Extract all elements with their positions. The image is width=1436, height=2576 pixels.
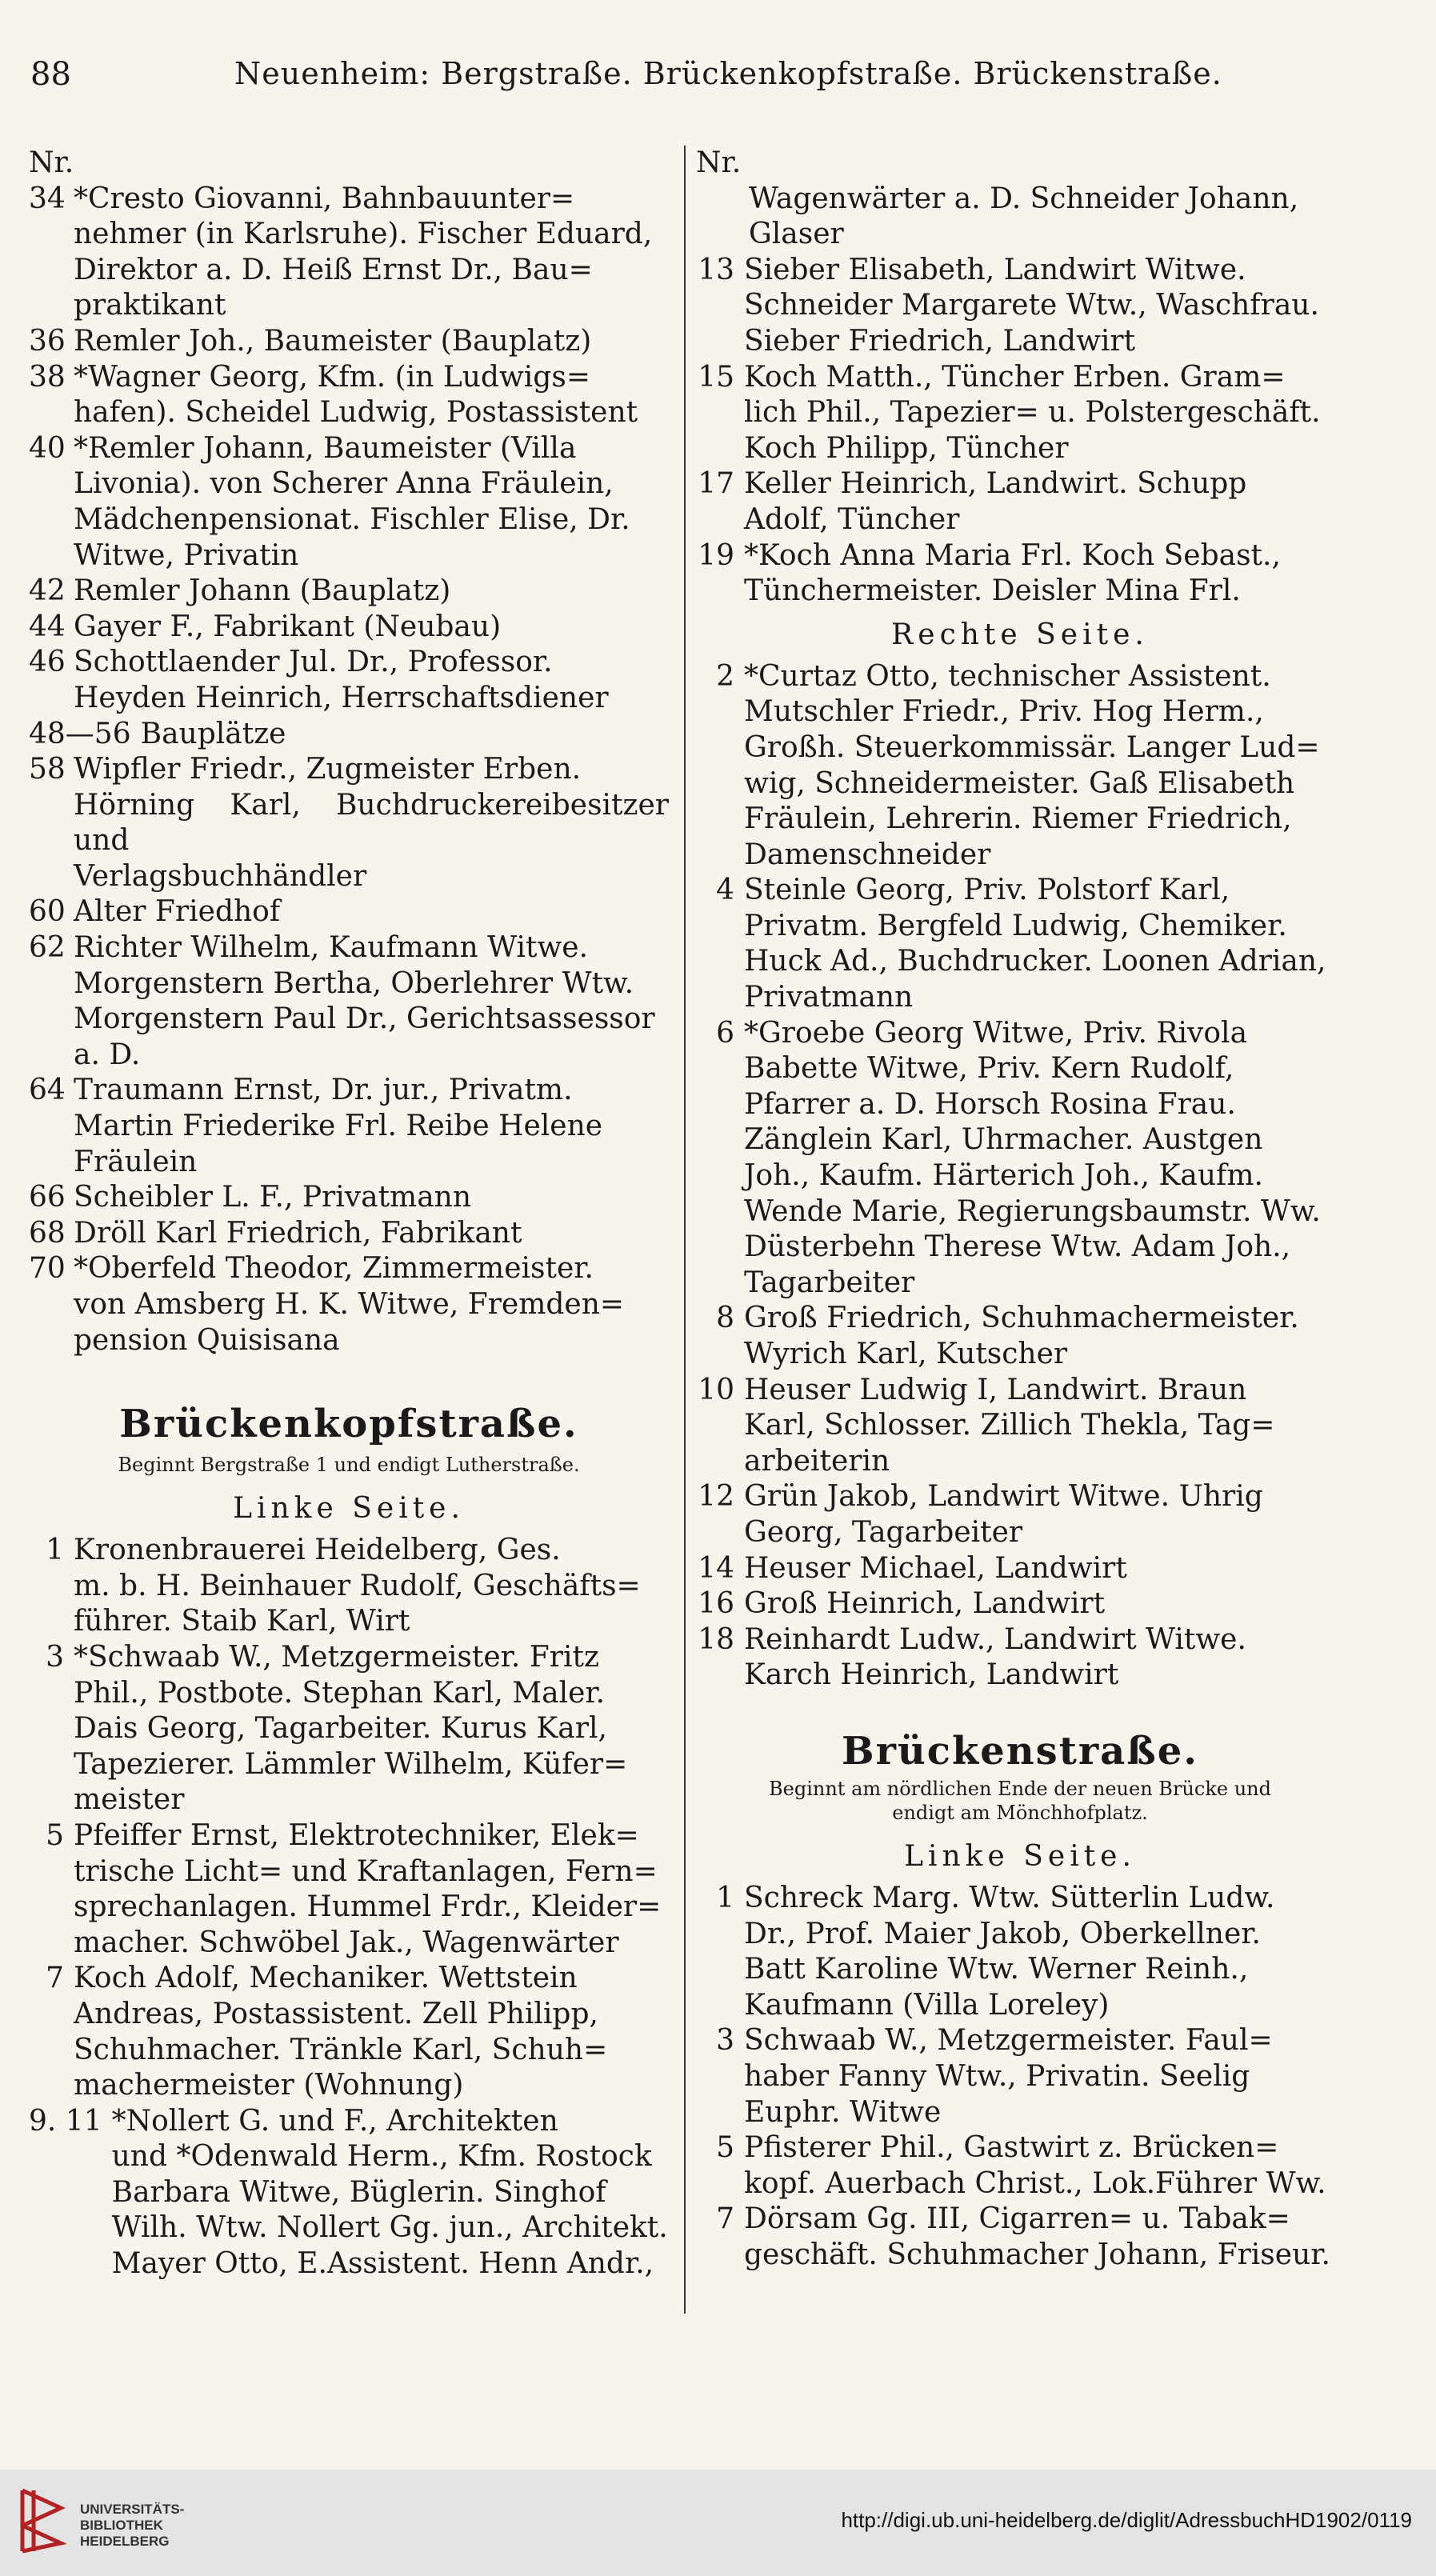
- resident-text: [64, 610, 669, 646]
- entry-line: Heyden Heinrich, Herrschaftsdiener: [74, 681, 609, 714]
- house-number: 46: [29, 646, 66, 679]
- address-entry: [29, 930, 669, 1073]
- resident-text: [734, 1373, 1344, 1480]
- nr-label: Nr.: [696, 146, 742, 179]
- entry-line: Sieber Elisabeth, Landwirt Witwe.: [744, 253, 1246, 286]
- entry-line: Traumann Ernst, Dr. jur., Privatm.: [74, 1074, 573, 1107]
- entry-line: Großh. Steuerkommissär. Langer Lud=: [744, 730, 1320, 764]
- house-number: 13: [698, 253, 734, 286]
- entry-line: Kronenbrauerei Heidelberg, Ges.: [74, 1534, 561, 1567]
- resident-text: [734, 1881, 1344, 2023]
- address-entry: [29, 894, 669, 930]
- entry-line: Heuser Ludwig I, Landwirt. Braun: [744, 1373, 1247, 1406]
- bergstrasse-entries: [29, 182, 669, 1359]
- running-head: Neuenheim: Bergstraße. Brückenkopfstraße. Brückenstraße.: [234, 56, 1222, 91]
- entry-line: Alter Friedhof: [74, 895, 281, 929]
- entry-line: Martin Friederike Frl. Reibe Helene: [74, 1110, 603, 1143]
- entry-line: Richter Wilhelm, Kaufmann Witwe.: [74, 931, 589, 965]
- entry-line: Dörsam Gg. III, Cigarren= u. Tabak=: [744, 2202, 1290, 2236]
- entry-line: Dr., Prof. Maier Jakob, Oberkellner.: [744, 1917, 1261, 1950]
- entry-line: Schwaab W., Metzgermeister. Faul=: [744, 2024, 1273, 2058]
- entry-line: Georg, Tagarbeiter: [744, 1515, 1023, 1549]
- resident-text: [734, 1479, 1344, 1550]
- resident-text: [64, 1818, 669, 1961]
- entry-line: Schuhmacher. Tränkle Karl, Schuh=: [74, 2033, 608, 2066]
- entry-line: Euphr. Witwe: [744, 2095, 942, 2129]
- resident-text: [734, 2202, 1344, 2273]
- entry-line: Keller Heinrich, Landwirt. Schupp: [744, 467, 1247, 501]
- resident-text: [64, 324, 669, 360]
- entry-line: Dais Georg, Tagarbeiter. Kurus Karl,: [74, 1712, 607, 1746]
- page-header: [30, 56, 1334, 104]
- house-number: 4: [716, 874, 734, 907]
- address-entry: [29, 1961, 669, 2103]
- entry-line: a. D.: [74, 1038, 141, 1071]
- entry-line: Andreas, Postassistent. Zell Philipp,: [74, 1997, 598, 2030]
- resident-text: [64, 574, 669, 610]
- resident-text: [64, 1073, 669, 1180]
- library-name-line: HEIDELBERG: [80, 2534, 170, 2549]
- house-number: 8: [716, 1302, 734, 1335]
- house-number: 1: [46, 1534, 64, 1567]
- resident-text: [64, 1216, 669, 1252]
- entry-line: Damenschneider: [744, 838, 991, 871]
- entry-line: haber Fanny Wtw., Privatin. Seelig: [744, 2059, 1250, 2093]
- address-entry: [696, 253, 1344, 360]
- entry-line: kopf. Auerbach Christ., Lok.Führer Ww.: [744, 2166, 1326, 2200]
- resident-text: [734, 253, 1344, 360]
- entry-line: Fräulein, Lehrerin. Riemer Friedrich,: [744, 802, 1292, 836]
- resident-text: [64, 1251, 669, 1358]
- address-entry: [29, 1180, 669, 1216]
- house-number: 2: [716, 659, 734, 693]
- nr-label: Nr.: [29, 146, 74, 179]
- resident-text: [64, 1533, 669, 1640]
- column-divider: [684, 146, 686, 2314]
- house-number: 5: [46, 1818, 64, 1852]
- entry-line: pension Quisisana: [74, 1323, 340, 1357]
- entry-line: meister: [74, 1783, 185, 1817]
- entry-line: sprechanlagen. Hummel Frdr., Kleider=: [74, 1890, 662, 1924]
- house-number: 64: [29, 1074, 66, 1107]
- entry-line: arbeiterin: [744, 1444, 890, 1478]
- house-number: 12: [698, 1480, 734, 1514]
- street-title-brueckenkopfstrasse: Brückenkopfstraße.: [119, 1402, 578, 1447]
- resident-text: [734, 873, 1344, 1015]
- resident-text: [734, 466, 1344, 538]
- house-number: 70: [29, 1252, 66, 1286]
- house-number: 9. 11: [29, 2104, 102, 2138]
- entry-line: lich Phil., Tapezier= u. Polstergeschäft.: [744, 396, 1321, 430]
- entry-line: Sieber Friedrich, Landwirt: [744, 324, 1136, 358]
- house-number: 60: [29, 895, 66, 929]
- resident-text: [734, 538, 1344, 610]
- entry-line: Schreck Marg. Wtw. Sütterlin Ludw.: [744, 1881, 1275, 1914]
- address-entry: [29, 2104, 669, 2282]
- entry-line: Hörning Karl, Buchdruckereibesitzer und: [74, 788, 669, 858]
- entry-line: Reinhardt Ludw., Landwirt Witwe.: [744, 1622, 1246, 1656]
- entry-line: hafen). Scheidel Ludwig, Postassistent: [74, 396, 638, 430]
- entry-line: *Groebe Georg Witwe, Priv. Rivola: [744, 1016, 1248, 1050]
- entry-line: Batt Karoline Wtw. Werner Reinh.,: [744, 1953, 1249, 1986]
- entry-line: Pfeiffer Ernst, Elektrotechniker, Elek=: [74, 1818, 639, 1852]
- entry-line: Tapezierer. Lämmler Wilhelm, Küfer=: [74, 1747, 628, 1781]
- resident-text: [64, 894, 669, 930]
- source-url[interactable]: http://digi.ub.uni-heidelberg.de/diglit/AdressbuchHD1902/0119: [841, 2508, 1412, 2532]
- resident-text: [64, 752, 669, 894]
- house-number: 6: [716, 1016, 734, 1050]
- entry-line: Wyrich Karl, Kutscher: [744, 1338, 1068, 1370]
- resident-text: [64, 1961, 669, 2103]
- brueckenstrasse-entries: [696, 1881, 1344, 2274]
- house-number: 15: [698, 360, 734, 394]
- house-number: 7: [46, 1962, 64, 1995]
- address-entry: [29, 752, 669, 894]
- house-number: 7: [716, 2202, 734, 2236]
- address-entry: [29, 610, 669, 646]
- entry-line: *Oberfeld Theodor, Zimmermeister.: [74, 1252, 594, 1286]
- entry-line: Livonia). von Scherer Anna Fräulein,: [74, 467, 614, 501]
- resident-text: [64, 1640, 669, 1818]
- resident-text: [64, 431, 669, 574]
- house-number: 17: [698, 467, 734, 501]
- entry-line: führer. Staib Karl, Wirt: [74, 1605, 410, 1638]
- library-logo-icon: [14, 2484, 69, 2558]
- address-entry: [29, 645, 669, 716]
- entry-line: Witwe, Privatin: [74, 538, 299, 572]
- entry-line: Heuser Michael, Landwirt: [744, 1551, 1127, 1585]
- entry-line: Verlagsbuchhändler: [74, 859, 367, 893]
- address-entry: [29, 1073, 669, 1180]
- address-entry: [29, 717, 669, 753]
- entry-line: Karch Heinrich, Landwirt: [744, 1658, 1119, 1692]
- house-number: 3: [716, 2024, 734, 2058]
- house-number: 42: [29, 574, 66, 608]
- entry-line: Schneider Margarete Wtw., Waschfrau.: [744, 289, 1319, 322]
- entry-line: trische Licht= und Kraftanlagen, Fern=: [74, 1854, 658, 1888]
- resident-text: [734, 1586, 1344, 1622]
- address-entry: [696, 1622, 1344, 1694]
- address-entry: [696, 2023, 1344, 2130]
- address-entry: [29, 1533, 669, 1640]
- house-number: 48—56: [29, 717, 131, 750]
- side-title: Linke Seite.: [233, 1492, 465, 1526]
- entry-line: Koch Adolf, Mechaniker. Wettstein: [74, 1962, 578, 1995]
- entry-line: *Wagner Georg, Kfm. (in Ludwigs=: [74, 360, 590, 394]
- entry-line: *Nollert G. und F., Architekten: [111, 2104, 558, 2138]
- address-entry: [29, 431, 669, 574]
- address-entry: [29, 1251, 669, 1358]
- house-number: 40: [29, 431, 66, 465]
- address-entry: [29, 1216, 669, 1252]
- entry-line: Pfisterer Phil., Gastwirt z. Brücken=: [744, 2131, 1279, 2165]
- continued-line: Glaser: [749, 218, 844, 251]
- house-number: 62: [29, 931, 66, 965]
- entry-line: Gayer F., Fabrikant (Neubau): [74, 610, 502, 643]
- entry-line: Tünchermeister. Deisler Mina Frl.: [744, 574, 1241, 608]
- entry-line: Grün Jakob, Landwirt Witwe. Uhrig: [744, 1480, 1263, 1514]
- library-name-line: BIBLIOTHEK: [80, 2518, 163, 2533]
- entry-line: Phil., Postbote. Stephan Karl, Maler.: [74, 1676, 606, 1710]
- entry-line: Mutschler Friedr., Priv. Hog Herm.,: [744, 695, 1264, 729]
- street-title-brueckenstrasse: Brückenstraße.: [842, 1728, 1198, 1774]
- entry-line: Adolf, Tüncher: [744, 502, 960, 536]
- address-entry: [696, 659, 1344, 874]
- address-entry: [29, 574, 669, 610]
- entry-line: Dröll Karl Friedrich, Fabrikant: [74, 1216, 522, 1250]
- house-number: 44: [29, 610, 66, 643]
- brueckenkopfstrasse-entries: [29, 1533, 669, 2282]
- entry-line: Joh., Kaufm. Härterich Joh., Kaufm.: [744, 1159, 1263, 1193]
- resident-text: [734, 659, 1344, 874]
- entry-line: Wende Marie, Regierungsbaumstr. Ww.: [744, 1194, 1321, 1228]
- address-entry: [696, 538, 1344, 610]
- right-column: [696, 146, 1344, 2273]
- resident-text: [734, 360, 1344, 467]
- entry-line: Steinle Georg, Priv. Polstorf Karl,: [744, 874, 1230, 907]
- resident-text: [734, 1301, 1344, 1372]
- address-entry: [29, 1818, 669, 1961]
- entry-line: praktikant: [74, 289, 226, 322]
- right-side-entries: [696, 659, 1344, 1694]
- address-entry: [696, 466, 1344, 538]
- address-entry: [696, 2202, 1344, 2273]
- entry-line: Wipfler Friedr., Zugmeister Erben.: [74, 753, 582, 786]
- side-title-right: Rechte Seite.: [891, 618, 1149, 651]
- footer-bar: [0, 2470, 1436, 2576]
- entry-line: Huck Ad., Buchdrucker. Loonen Adrian,: [744, 945, 1326, 978]
- house-number: 3: [46, 1640, 64, 1674]
- entry-line: Wilh. Wtw. Nollert Gg. jun., Architekt.: [111, 2211, 668, 2245]
- entry-line: Groß Heinrich, Landwirt: [744, 1587, 1106, 1621]
- resident-text: [734, 1551, 1344, 1587]
- entry-line: Babette Witwe, Priv. Kern Rudolf,: [744, 1052, 1234, 1086]
- entry-line: Zänglein Karl, Uhrmacher. Austgen: [744, 1123, 1263, 1157]
- entry-line: von Amsberg H. K. Witwe, Fremden=: [74, 1288, 625, 1321]
- resident-text: [64, 645, 669, 716]
- entry-line: *Schwaab W., Metzgermeister. Fritz: [74, 1640, 599, 1674]
- resident-text: [102, 2104, 669, 2282]
- address-entry: [696, 1373, 1344, 1480]
- entry-line: *Remler Johann, Baumeister (Villa: [74, 431, 577, 465]
- resident-text: [734, 2130, 1344, 2202]
- address-entry: [29, 324, 669, 360]
- address-entry: [696, 1881, 1344, 2023]
- entry-line: nehmer (in Karlsruhe). Fischer Eduard,: [74, 218, 653, 251]
- entry-line: *Curtaz Otto, technischer Assistent.: [744, 659, 1271, 693]
- resident-text: [734, 2023, 1344, 2130]
- house-number: 34: [29, 182, 66, 215]
- address-entry: [696, 1016, 1344, 1302]
- resident-text: [734, 1016, 1344, 1302]
- entry-line: Pfarrer a. D. Horsch Rosina Frau.: [744, 1087, 1236, 1121]
- entry-line: Tagarbeiter: [744, 1266, 915, 1299]
- left-column: [29, 146, 669, 2282]
- resident-text: [734, 1622, 1344, 1694]
- house-number: 68: [29, 1216, 66, 1250]
- entry-line: Scheibler L. F., Privatmann: [74, 1181, 472, 1214]
- entry-line: Kaufmann (Villa Loreley): [744, 1988, 1110, 2022]
- house-number: 66: [29, 1181, 66, 1214]
- entry-line: Morgenstern Bertha, Oberlehrer Wtw.: [74, 966, 634, 1000]
- resident-text: [64, 1180, 669, 1216]
- entry-line: machermeister (Wohnung): [74, 2069, 464, 2102]
- house-number: 36: [29, 324, 66, 358]
- street-description-line: endigt am Mönchhofplatz.: [892, 1801, 1148, 1824]
- resident-text: [131, 717, 669, 753]
- house-number: 14: [698, 1551, 734, 1585]
- house-number: 19: [698, 538, 734, 572]
- entry-line: Karl, Schlosser. Zillich Thekla, Tag=: [744, 1409, 1275, 1442]
- address-entry: [29, 1640, 669, 1818]
- entry-line: Groß Friedrich, Schuhmachermeister.: [744, 1302, 1299, 1335]
- entry-line: Privatmann: [744, 981, 914, 1014]
- house-number: 16: [698, 1587, 734, 1621]
- entry-line: Düsterbehn Therese Wtw. Adam Joh.,: [744, 1230, 1291, 1264]
- entry-line: macher. Schwöbel Jak., Wagenwärter: [74, 1926, 619, 1959]
- address-entry: [696, 360, 1344, 467]
- address-entry: [29, 360, 669, 431]
- address-entry: [696, 1479, 1344, 1550]
- house-number: 5: [716, 2131, 734, 2165]
- entry-line: Mädchenpensionat. Fischler Elise, Dr.: [74, 502, 630, 536]
- entry-line: wig, Schneidermeister. Gaß Elisabeth: [744, 766, 1295, 800]
- address-entry: [696, 1551, 1344, 1587]
- house-number: 38: [29, 360, 66, 394]
- left-side-entries: [696, 253, 1344, 610]
- address-entry: [29, 182, 669, 324]
- entry-line: Bauplätze: [140, 717, 286, 750]
- street-description-line: Beginnt am nördlichen Ende der neuen Brücke und: [769, 1777, 1271, 1800]
- house-number: 10: [698, 1373, 734, 1406]
- house-number: 18: [698, 1622, 734, 1656]
- address-entry: [696, 1301, 1344, 1372]
- page-number: 88: [30, 56, 71, 93]
- entry-line: Barbara Witwe, Büglerin. Singhof: [111, 2175, 606, 2209]
- address-entry: [696, 1586, 1344, 1622]
- resident-text: [64, 360, 669, 431]
- resident-text: [64, 930, 669, 1073]
- entry-line: Koch Matth., Tüncher Erben. Gram=: [744, 360, 1286, 394]
- entry-line: m. b. H. Beinhauer Rudolf, Geschäfts=: [74, 1569, 641, 1602]
- entry-line: Fräulein: [74, 1145, 198, 1178]
- address-entry: [696, 873, 1344, 1015]
- entry-line: *Cresto Giovanni, Bahnbauunter=: [74, 182, 575, 215]
- entry-line: Privatm. Bergfeld Ludwig, Chemiker.: [744, 909, 1287, 942]
- entry-line: geschäft. Schuhmacher Johann, Friseur.: [744, 2238, 1330, 2271]
- entry-line: Direktor a. D. Heiß Ernst Dr., Bau=: [74, 253, 593, 286]
- entry-line: Remler Joh., Baumeister (Bauplatz): [74, 324, 592, 358]
- entry-line: Mayer Otto, E.Assistent. Henn Andr.,: [111, 2247, 654, 2281]
- side-title: Linke Seite.: [904, 1839, 1136, 1873]
- entry-line: Schottlaender Jul. Dr., Professor.: [74, 646, 553, 679]
- library-name-line: UNIVERSITÄTS-: [80, 2502, 185, 2517]
- entry-line: Koch Philipp, Tüncher: [744, 431, 1069, 465]
- continued-line: Wagenwärter a. D. Schneider Johann,: [749, 182, 1299, 215]
- entry-line: und *Odenwald Herm., Kfm. Rostock: [111, 2140, 652, 2174]
- street-description: Beginnt Bergstraße 1 und endigt Lutherstraße.: [118, 1454, 580, 1477]
- resident-text: [64, 182, 669, 324]
- entry-line: *Koch Anna Maria Frl. Koch Sebast.,: [744, 538, 1281, 572]
- house-number: 58: [29, 753, 66, 786]
- address-entry: [696, 2130, 1344, 2202]
- entry-line: Morgenstern Paul Dr., Gerichtsassessor: [74, 1002, 655, 1036]
- entry-line: Remler Johann (Bauplatz): [74, 574, 451, 608]
- library-name: [80, 2502, 184, 2550]
- house-number: 1: [716, 1881, 734, 1914]
